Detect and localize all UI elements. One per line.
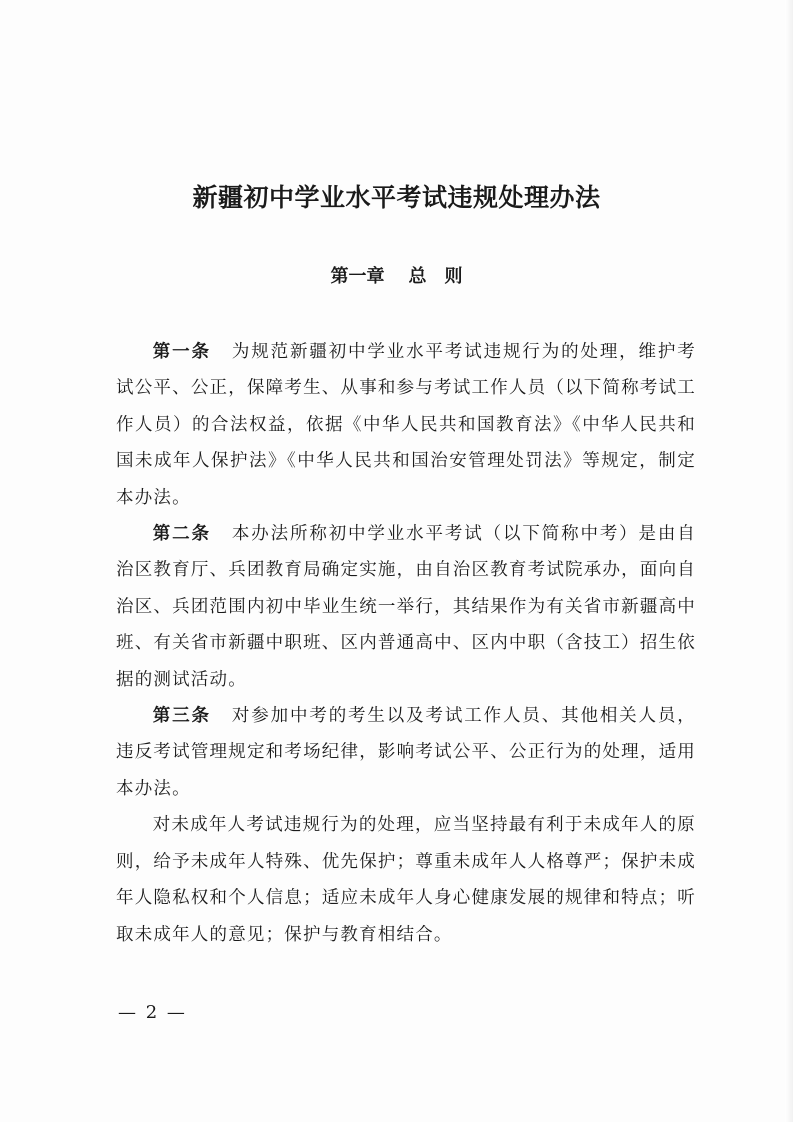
- article-text: 对参加中考的考生以及考试工作人员、其他相关人员，违反考试管理规定和考场纪律，影响考试公平、公正行为的处理，适用本办法。: [116, 706, 696, 799]
- article-paragraph: [116, 698, 696, 807]
- article-label: 第一条: [152, 342, 211, 362]
- chapter-heading: [0, 262, 793, 288]
- article-label: 第三条: [152, 706, 211, 727]
- article-paragraph: [116, 334, 696, 516]
- article-text: 为规范新疆初中学业水平考试违规行为的处理，维护考试公平、公正，保障考生、从事和参与考试工作人员（以下简称考试工作人员）的合法权益，依据《中华人民共和国教育法》《中华人民共和国未成年人保护法》《中华人民共和国治安管理处罚法》等规定，制定本办法。: [116, 342, 696, 508]
- page-number: — 2 —: [118, 1002, 187, 1023]
- document-body: [116, 334, 696, 953]
- article-label: 第二条: [152, 524, 211, 545]
- body-paragraph: 对未成年人考试违规行为的处理，应当坚持最有利于未成年人的原则，给予未成年人特殊、优先保护；尊重未成年人人格尊严；保护未成年人隐私权和个人信息；适应未成年人身心健康发展的规律和特点；听取未成年人的意见；保护与教育相结合。: [116, 815, 696, 945]
- article-text: 本办法所称初中学业水平考试（以下简称中考）是由自治区教育厅、兵团教育局确定实施，由自治区教育考试院承办，面向自治区、兵团范围内初中毕业生统一举行，其结果作为有关省市新疆高中班、有关省市新疆中职班、区内普通高中、区内中职（含技工）招生依据的测试活动。: [116, 524, 696, 690]
- article-paragraph: [116, 516, 696, 698]
- scan-edge-shadow: [785, 0, 793, 1122]
- document-title: 新疆初中学业水平考试违规处理办法: [192, 183, 601, 212]
- chapter-number: 第一章: [330, 266, 385, 287]
- chapter-name: 总 则: [408, 266, 463, 287]
